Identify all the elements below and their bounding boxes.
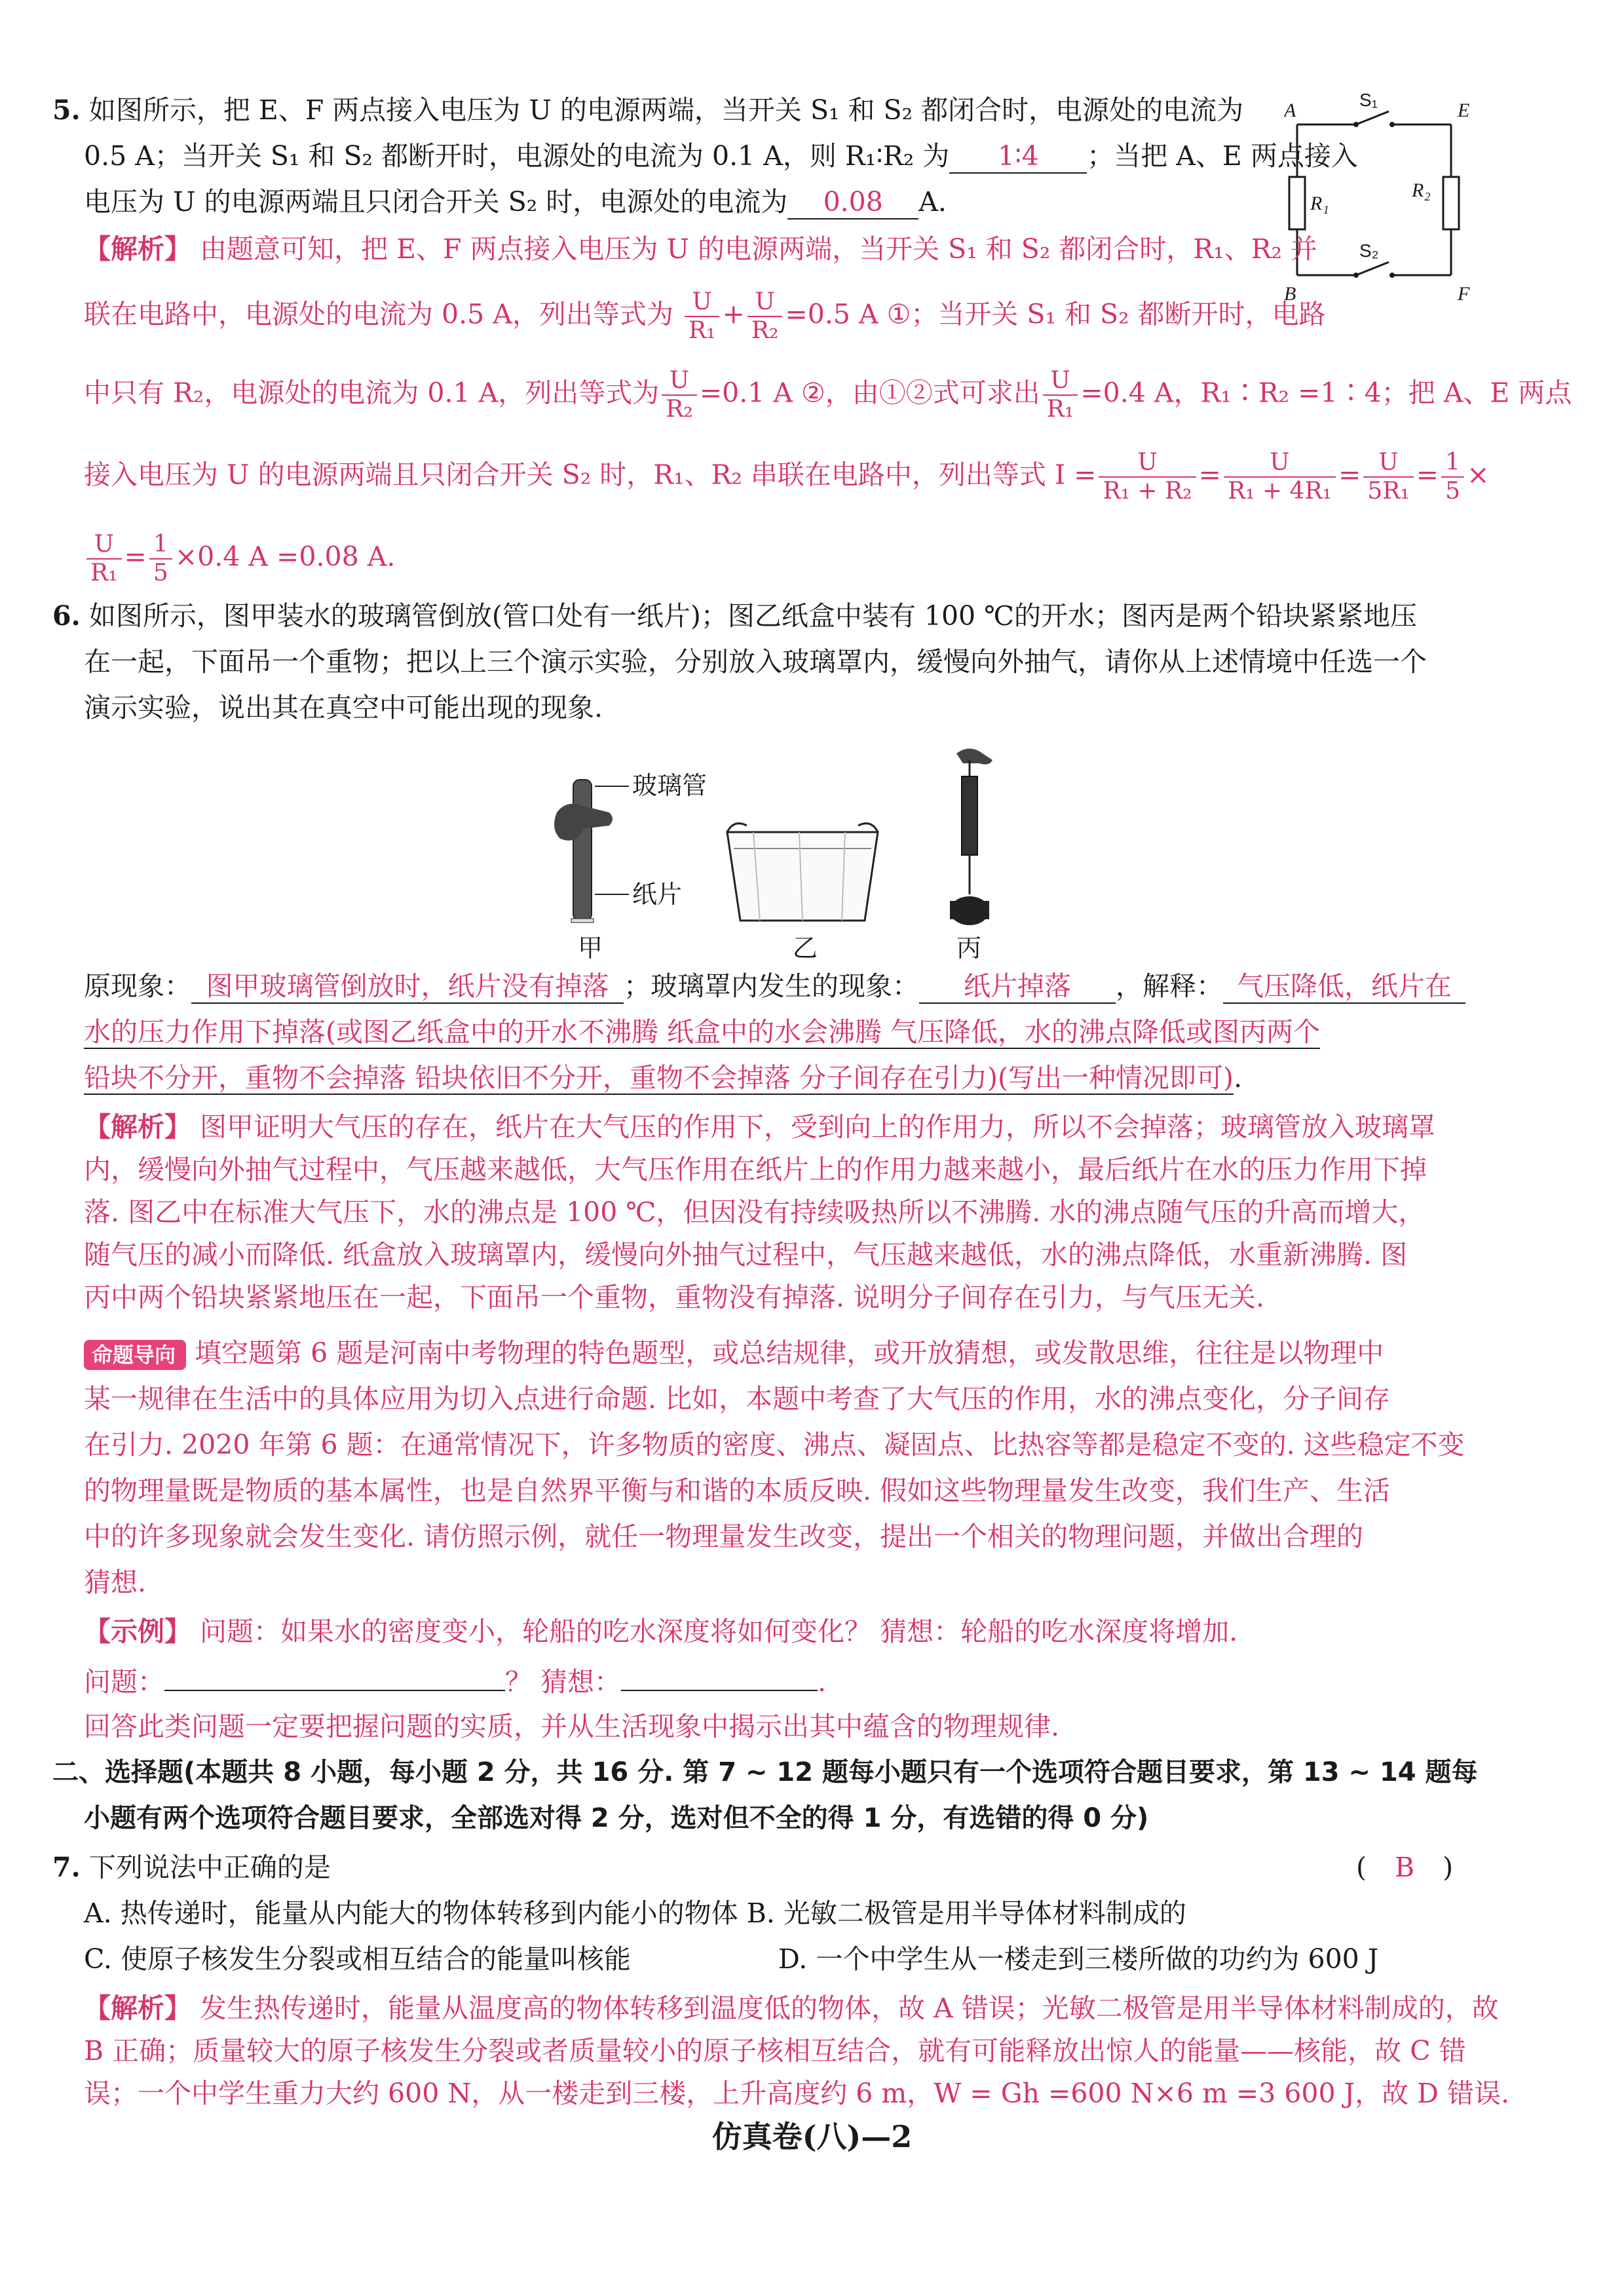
guess-label: ？ 猜想： (505, 1666, 622, 1698)
figure-yi (727, 824, 878, 921)
q6-answer-line-2 (84, 1012, 1320, 1052)
guide-tip: 回答此类问题一定要把握问题的实质，并从生活现象中揭示出其中蕴含的物理规律. (84, 1711, 1060, 1742)
frac-num: 1 (1441, 449, 1464, 478)
frac-num: U (747, 288, 783, 317)
q5-line-1 (52, 90, 1243, 130)
q5-analysis-2 (84, 288, 1326, 345)
q7-analysis-1 (84, 1989, 1499, 2028)
q7-options-ab (84, 1894, 1186, 1933)
q5-analysis-3a: 中只有 R₂，电源处的电流为 0.1 A，列出等式为 (84, 377, 660, 409)
frac-den: R₁ (1046, 396, 1074, 423)
node-e-label: E (1458, 100, 1470, 121)
q7-answer: B (1394, 1852, 1415, 1883)
node-b-label: B (1284, 283, 1296, 305)
fraction-1-5 (1441, 449, 1464, 505)
q5-analysis-4 (84, 449, 1489, 505)
q7-number: 7. (52, 1852, 81, 1883)
fraction-u-r1-c (86, 531, 122, 587)
page-footer: 仿真卷(八)—2 (711, 2119, 913, 2154)
q7-option-a: A. 热传递时，能量从内能大的物体转移到内能小的物体 (84, 1897, 738, 1929)
example-text: 问题：如果水的密度变小，轮船的吃水深度将如何变化？ 猜想：轮船的吃水深度将增加. (200, 1616, 1238, 1647)
q5-stem-3b: A. (918, 186, 947, 218)
q7-stem-line (52, 1848, 331, 1887)
fraction-1-5-b (149, 531, 172, 587)
q6-stem-3: 演示实验，说出其在真空中可能出现的现象. (84, 692, 603, 723)
guide-badge: 命题导向 (84, 1340, 186, 1370)
explain-answer-3: 铅块不分开，重物不会掉落 铅块依旧不分开，重物不会掉落 分子间存在引力)(写出一种情况即可) (84, 1062, 1234, 1094)
q6-analysis-1 (84, 1107, 1435, 1147)
q5-stem-2b: ；当把 A、E 两点接入 (1087, 140, 1358, 172)
plus-sign: + (722, 298, 745, 330)
example-line (84, 1612, 1237, 1651)
q7-analysis-text-1: 发生热传递时，能量从温度高的物体转移到温度低的物体，故 A 错误；光敏二极管是用半导体材料制成的，故 (200, 1992, 1499, 2024)
paren-close: ) (1443, 1852, 1454, 1883)
frac-num: U (685, 288, 720, 317)
fraction-u-r2-b (662, 367, 697, 423)
q7-option-b: B. 光敏二极管是用半导体材料制成的 (746, 1897, 1186, 1929)
q5-line-3 (84, 182, 947, 221)
analysis-tag: 【解析】 (84, 233, 191, 265)
frac-den: R₂ (751, 317, 779, 344)
r1-label: R₁ (1310, 193, 1329, 214)
frac-num: 1 (149, 531, 172, 560)
q6-line-1 (52, 596, 1417, 636)
q6-answer-line-1 (84, 966, 1465, 1006)
q5-analysis-3 (84, 367, 1572, 423)
equals-sign: = (124, 541, 147, 573)
q6-analysis-text-1: 图甲证明大气压的存在，纸片在大气压的作用下，受到向上的作用力，所以不会掉落；玻璃管放入玻璃罩 (200, 1111, 1436, 1143)
circuit-diagram (1284, 92, 1481, 308)
analysis-tag: 【解析】 (84, 1111, 191, 1143)
q7-analysis-3: 误；一个中学生重力大约 600 N，从一楼走到三楼，上升高度约 6 m，W = Gh =600 N×6 m =3 600 J，故 D 错误. (84, 2078, 1510, 2109)
equals-sign: = (1416, 459, 1439, 491)
q5-analysis-3b: =0.1 A ②，由①②式可求出 (699, 377, 1040, 409)
frac-den: R₁ + R₂ (1103, 478, 1192, 505)
section-2-title-2: 小题有两个选项符合题目要求，全部选对得 2 分，选对但不全的得 1 分，有选错的得 0 分) (84, 1803, 1149, 1833)
label-paper: 纸片 (632, 880, 683, 909)
frac-den: R₁ (90, 560, 118, 586)
q5-analysis-4a: 接入电压为 U 的电源两端且只闭合开关 S₂ 时，R₁、R₂ 串联在电路中，列出等式 I = (84, 459, 1097, 491)
guide-text-1: 填空题第 6 题是河南中考物理的特色题型，或总结规律，或开放猜想，或发散思维，往往是以物理中 (195, 1337, 1384, 1369)
guide-text-2: 某一规律在生活中的具体应用为切入点进行命题. 比如，本题中考查了大气压的作用，水的沸点变化，分子间存 (84, 1383, 1391, 1415)
q7-options-cd (84, 1939, 1378, 1979)
fraction-u-r2 (747, 288, 783, 345)
label-yi: 乙 (793, 934, 818, 962)
label-glass-tube: 玻璃管 (632, 771, 708, 800)
guide-text-5: 中的许多现象就会发生变化. 请仿照示例，就任一物理量发生改变，提出一个相关的物理问题，并做出合理的 (84, 1521, 1364, 1552)
section-2-title: 二、选择题(本题共 8 小题，每小题 2 分，共 16 分. 第 7 ~ 12 题每小题只有一个选项符合题目要求，第 13 ~ 14 题每 (52, 1757, 1478, 1787)
q6-number: 6. (52, 600, 81, 632)
q6-analysis-5: 丙中两个铅块紧紧地压在一起，下面吊一个重物，重物没有掉落. 说明分子间存在引力，与气压无关. (84, 1282, 1265, 1313)
period: . (818, 1666, 827, 1698)
analysis-tag: 【解析】 (84, 1992, 191, 2024)
guide-text-3: 在引力. 2020 年第 6 题：在通常情况下，许多物质的密度、沸点、凝固点、比热容等都是稳定不变的. 这些稳定不变 (84, 1429, 1465, 1460)
q5-analysis-5b: ×0.4 A =0.08 A. (174, 541, 396, 573)
frac-den: R₁ + 4R₁ (1227, 478, 1332, 505)
paren-open: ( (1356, 1852, 1367, 1883)
q6-stem-2: 在一起，下面吊一个重物；把以上三个演示实验，分别放入玻璃罩内，缓慢向外抽气，请你从上述情境中任选一个 (84, 646, 1427, 677)
explain-label: ，解释： (1116, 970, 1223, 1002)
frac-den: 5 (153, 560, 168, 586)
q5-line-2 (84, 136, 1358, 176)
times-sign: × (1467, 459, 1490, 491)
orig-answer: 图甲玻璃管倒放时，纸片没有掉落 (191, 970, 624, 1004)
frac-num: U (662, 367, 697, 396)
fraction-u-r1-b (1043, 367, 1078, 423)
fraction-u-r1 (685, 288, 720, 345)
q5-number: 5. (52, 94, 81, 126)
label-bing: 丙 (956, 934, 982, 962)
q6-stem-1: 如图所示，图甲装水的玻璃管倒放(管口处有一纸片)；图乙纸盒中装有 100 ℃的开水；图丙是两个铅块紧紧地压 (88, 600, 1418, 632)
node-f-label: F (1458, 283, 1470, 305)
vac-answer: 纸片掉落 (919, 970, 1116, 1004)
frac-den: 5 (1445, 478, 1461, 505)
period: . (1234, 1062, 1243, 1094)
q6-guide-1 (84, 1333, 1384, 1373)
s2-label: S₂ (1359, 240, 1379, 261)
guide-text-4: 的物理量既是物质的基本属性，也是自然界平衡与和谐的本质反映. 假如这些物理量发生改变，我们生产、生活 (84, 1475, 1391, 1506)
q5-stem-1: 如图所示，把 E、F 两点接入电压为 U 的电源两端，当开关 S₁ 和 S₂ 都闭合时，电源处的电流为 (88, 94, 1244, 126)
frac-num: U (86, 531, 122, 560)
q5-analysis-5 (84, 531, 395, 587)
q5-answer-current: 0.08 (787, 185, 918, 219)
q7-stem: 下列说法中正确的是 (88, 1852, 331, 1883)
q5-analysis-text-1: 由题意可知，把 E、F 两点接入电压为 U 的电源两端，当开关 S₁ 和 S₂ 都闭合时，R₁、R₂ 并 (200, 233, 1317, 265)
equals-sign: = (1198, 459, 1221, 491)
q5-analysis-2b: =0.5 A ①；当开关 S₁ 和 S₂ 都断开时，电路 (785, 298, 1326, 330)
vac-label: ；玻璃罩内发生的现象： (624, 970, 919, 1002)
example-tag: 【示例】 (84, 1616, 191, 1647)
figure-jia (554, 780, 629, 923)
q6-answer-line-3 (84, 1058, 1242, 1097)
guide-text-6: 猜想. (84, 1567, 147, 1598)
q6-analysis-2: 内，缓慢向外抽气过程中，气压越来越低，大气压作用在纸片上的作用力越来越小，最后纸片在水的压力作用下掉 (84, 1154, 1427, 1185)
frac-den: R₁ (688, 317, 716, 344)
q5-answer-ratio: 1∶4 (949, 140, 1087, 174)
q7-option-c: C. 使原子核发生分裂或相互结合的能量叫核能 (84, 1943, 631, 1975)
practice-line (84, 1661, 826, 1702)
figure-bing (950, 749, 992, 926)
explain-answer-2: 水的压力作用下掉落(或图乙纸盒中的开水不沸腾 纸盒中的水会沸腾 气压降低，水的沸点降低或图丙两个 (84, 1016, 1321, 1048)
equals-sign: = (1338, 459, 1361, 491)
orig-label: 原现象： (84, 970, 191, 1002)
q6-analysis-4: 随气压的减小而降低. 纸盒放入玻璃罩内，缓慢向外抽气过程中，气压越来越低，水的沸点降低，水重新沸腾. 图 (84, 1239, 1408, 1270)
q7-option-d: D. 一个中学生从一楼走到三楼所做的功约为 600 J (778, 1943, 1379, 1975)
fraction-u-5r1 (1363, 449, 1413, 505)
frac-den: 5R₁ (1367, 478, 1410, 505)
question-blank[interactable] (164, 1661, 505, 1691)
node-a-label: A (1284, 100, 1296, 121)
q6-analysis-3: 落. 图乙中在标准大气压下，水的沸点是 100 ℃，但因没有持续吸热所以不沸腾. 水的沸点随气压的升高而增大， (84, 1196, 1426, 1228)
frac-num: U (1363, 449, 1413, 478)
q5-analysis-3c: =0.4 A，R₁∶R₂ =1∶4；把 A、E 两点 (1080, 377, 1572, 409)
explain-answer-1: 气压降低，纸片在 (1223, 970, 1465, 1004)
frac-num: U (1043, 367, 1078, 396)
guess-blank[interactable] (621, 1661, 818, 1691)
q5-analysis-1 (84, 229, 1317, 269)
frac-den: R₂ (666, 396, 693, 423)
fraction-u-r14r1 (1224, 449, 1336, 505)
frac-num: U (1099, 449, 1196, 478)
experiment-figures (537, 740, 1074, 963)
q7-analysis-2: B 正确；质量较大的原子核发生分裂或者质量较小的原子核相互结合，就有可能释放出惊人的能量——核能，故 C 错 (84, 2035, 1466, 2067)
fraction-u-r1r2 (1099, 449, 1196, 505)
frac-num: U (1224, 449, 1336, 478)
q5-analysis-2a: 联在电路中，电源处的电流为 0.5 A，列出等式为 (84, 298, 673, 330)
q7-answer-bracket (1356, 1848, 1453, 1887)
s1-label: S₁ (1359, 92, 1378, 110)
r2-label: R₂ (1412, 180, 1431, 201)
label-jia: 甲 (578, 934, 603, 962)
question-label: 问题： (84, 1666, 164, 1698)
q5-stem-3a: 电压为 U 的电源两端且只闭合开关 S₂ 时，电源处的电流为 (84, 186, 788, 218)
q5-stem-2a: 0.5 A；当开关 S₁ 和 S₂ 都断开时，电源处的电流为 0.1 A，则 R₁∶R₂ 为 (84, 140, 950, 172)
